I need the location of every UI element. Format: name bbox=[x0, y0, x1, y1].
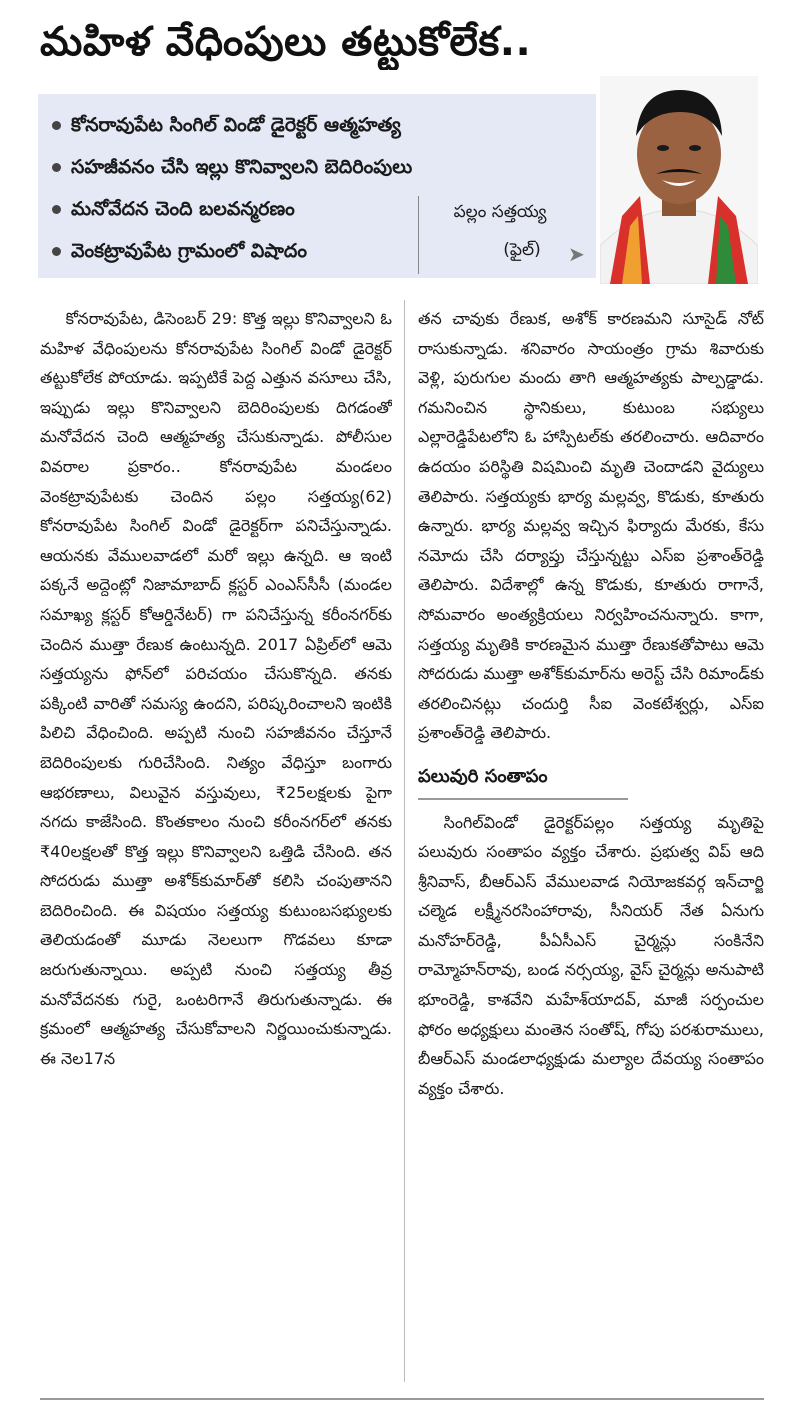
bullet-icon bbox=[52, 247, 61, 256]
article-paragraph: కోనరావుపేట, డిసెంబర్ 29: కొత్త ఇల్లు కొనివ్వాలని ఓ మహిళ వేధింపులను కోనరావుపేట సింగిల్ విండో డైరెక్టర్ తట్టుకోలేక పోయాడు. ఇప్పటికే పెద్ద ఎత్తున వసూలు చేసి, ఇప్పుడు ఇల్లు కొనివ్వాలని బెదిరింపులకు దిగడంతో మనోవేదన చెంది ఆత్మహత్య చేసుకున్నాడు. పోలీసుల వివరాల ప్రకారం.. కోనరావుపేట మండలం వెంకట్రావుపేటకు చెందిన పల్లం సత్తయ్య(62) కోనరావుపేట సింగిల్ విండో డైరెక్టర్‌గా పనిచేస్తున్నాడు. ఆయనకు వేములవాడలో మరో ఇల్లు ఉన్నది. ఆ ఇంటి పక్కనే అద్దెంట్లో నిజామాబాద్ క్లస్టర్ ఎంఎస్‌సీసీ (మండల సమాఖ్య క్లస్టర్ కోఆర్డినేటర్) గా పనిచేస్తున్న కరీంనగర్‌కు చెందిన ముత్తా రేణుక ఉంటున్నది. 2017 ఏప్రిల్‌లో ఆమె సత్తయ్యను ఫోన్‌లో పరిచయం చేసుకొన్నది. తనకు పక్కింటి వారితో సమస్య ఉందని, పరిష్కరించాలని ఇంటికి పిలిచి వేధించింది. అప్పటి నుంచి సహజీవనం చేస్తూనే బెదిరింపులకు గురిచేసింది. నిత్యం వేధిస్తూ బంగారు ఆభరణాలు, విలువైన వస్తువులు, ₹25లక్షలకు పైగా నగదు కాజేసింది. కొంతకాలం నుంచి కరీంనగర్‌లో తనకు ₹40లక్షలతో కొత్త ఇల్లు కొనివ్వాలని ఒత్తిడి చేసింది. తన సోదరుడు ముత్తా అశోక్‌కుమార్‌తో కలిసి చంపుతానని బెదిరించింది. ఈ విషయం సత్తయ్య కుటుంబసభ్యులకు తెలియడంతో మూడు నెలలుగా గొడవలు కూడా జరుగుతున్నాయి. అప్పటి నుంచి సత్తయ్య తీవ్ర మనోవేదనకు గురై, ఒంటరిగానే తిరుగుతున్నాడు. ఈ క్రమంలో ఆత్మహత్య చేసుకోవాలని నిర్ణయించుకున్నాడు. ఈ నెల17న bbox=[40, 309, 392, 1068]
bottom-rule bbox=[40, 1398, 764, 1400]
article-right-column bbox=[418, 304, 764, 1384]
summary-point-text: వెంకట్రావుపేట గ్రామంలో విషాదం bbox=[71, 240, 307, 262]
summary-point-text: సహజీవనం చేసి ఇల్లు కొనివ్వాలని బెదిరింపులు bbox=[71, 156, 413, 178]
subheading: పలువురి సంతాపం bbox=[418, 762, 628, 800]
column-divider bbox=[404, 300, 405, 1382]
headline: మహిళ వేధింపులు తట్టుకోలేక.. bbox=[40, 19, 532, 65]
summary-point bbox=[52, 188, 432, 230]
summary-point bbox=[52, 104, 432, 146]
bullet-icon bbox=[52, 121, 61, 130]
arrow-right-icon: ➤ bbox=[568, 242, 585, 266]
bullet-icon bbox=[52, 205, 61, 214]
caption-divider bbox=[418, 196, 419, 274]
photo-caption-tag: (ఫైల్) bbox=[503, 240, 541, 260]
article-left-column bbox=[40, 304, 392, 1384]
bullet-icon bbox=[52, 163, 61, 172]
portrait-photo bbox=[600, 76, 758, 284]
summary-point-text: కోనరావుపేట సింగిల్ విండో డైరెక్టర్ ఆత్మహత్య bbox=[71, 114, 401, 136]
article-paragraph: సింగిల్‌విండో డైరెక్టర్‌పల్లం సత్తయ్య మృతిపై పలువురు సంతాపం వ్యక్తం చేశారు. ప్రభుత్వ విప్ ఆది శ్రీనివాస్, బీఆర్ఎస్ వేములవాడ నియోజకవర్గ ఇన్‌చార్జి చల్మెడ లక్ష్మీనరసింహారావు, సీనియర్ నేత ఏనుగు మనోహర్‌రెడ్డి, పీఏసీఎస్ చైర్మన్లు సంకినేని రామ్మోహన్‌రావు, బండ నర్సయ్య, వైస్ చైర్మన్లు అనుపాటి భూంరెడ్డి, కాశవేని మహేశ్‌యాదవ్, మాజీ సర్పంచుల ఫోరం అధ్యక్షులు మంతెన సంతోష్, గోపు పరశురాములు, బీఆర్ఎస్ మండలాధ్యక్షుడు మల్యాల దేవయ్య సంతాపం వ్యక్తం చేశారు. bbox=[418, 812, 764, 1098]
portrait-illustration bbox=[600, 76, 758, 284]
summary-point bbox=[52, 230, 432, 272]
photo-caption-name: పల్లం సత్తయ్య bbox=[453, 202, 547, 222]
summary-point-text: మనోవేదన చెంది బలవన్మరణం bbox=[71, 198, 295, 220]
summary-point bbox=[52, 146, 432, 188]
article-paragraph: తన చావుకు రేణుక, అశోక్ కారణమని సూసైడ్ నోట్ రాసుకున్నాడు. శనివారం సాయంత్రం గ్రామ శివారుకు వెళ్లి, పురుగుల మందు తాగి ఆత్మహత్యకు పాల్పడ్డాడు. గమనించిన స్థానికులు, కుటుంబ సభ్యులు ఎల్లారెడ్డిపేటలోని ఓ హాస్పిటల్‌కు తరలించారు. ఆదివారం ఉదయం పరిస్థితి విషమించి మృతి చెందాడని వైద్యులు తెలిపారు. సత్తయ్యకు భార్య మల్లవ్వ, కొడుకు, కూతురు ఉన్నారు. భార్య మల్లవ్వ ఇచ్చిన ఫిర్యాదు మేరకు, కేసు నమోదు చేసి దర్యాప్తు చేస్తున్నట్టు ఎస్ఐ ప్రశాంత్‌రెడ్డి తెలిపారు. విదేశాల్లో ఉన్న కొడుకు, కూతురు రాగానే, సోమవారం అంత్యక్రియలు నిర్వహించనున్నారు. కాగా, సత్తయ్య మృతికి కారణమైన ముత్తా రేణుకతోపాటు ఆమె సోదరుడు ముత్తా అశోక్‌కుమార్‌ను అరెస్ట్ చేసి రిమాండ్‌కు తరలించినట్లు చందుర్తి సీఐ వెంకటేశ్వర్లు, ఎస్ఐ ప్రశాంత్‌రెడ్డి తెలిపారు. bbox=[418, 309, 764, 743]
